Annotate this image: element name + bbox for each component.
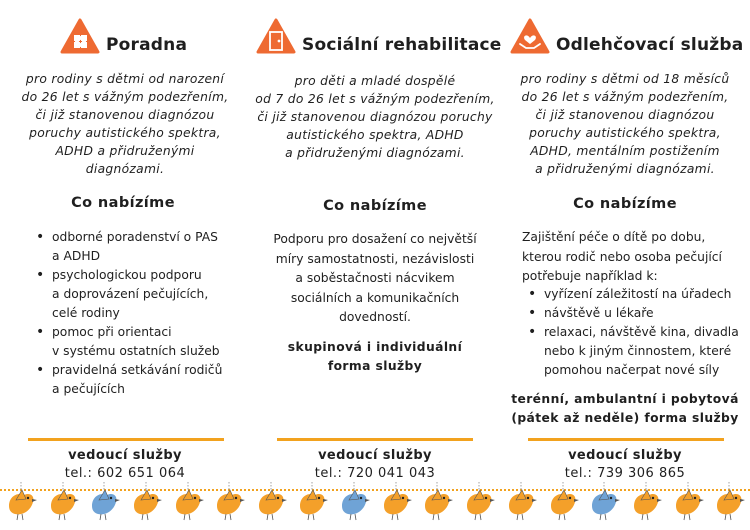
service-form (500, 390, 750, 428)
paragraph-line: míry samostatnosti, nezávislosti (275, 251, 475, 266)
service-title: Odlehčovací služba (556, 35, 744, 55)
bird-blue-icon (87, 480, 121, 524)
list-item-line: • pravidelná setkávání rodičů (52, 363, 223, 377)
description-line: diagnózami. (85, 162, 165, 176)
description-line: poruchy autistického spektra, (529, 126, 721, 140)
description-line: od 7 do 26 let s vážným podezřením, (255, 92, 495, 106)
list-item-line: a doprovázení pečujících, (52, 287, 209, 301)
target-group-description (250, 72, 500, 162)
lead-label: vedoucí služby (568, 448, 682, 463)
description-line: ADHD, mentálním postižením (530, 144, 720, 158)
target-group-description (0, 70, 250, 178)
service-form-line: forma služby (327, 359, 423, 373)
lead-label: vedoucí služby (68, 448, 182, 463)
offer-list (526, 285, 739, 380)
service-form-line: skupinová i individuální (287, 340, 463, 354)
list-item-line: pomohou načerpat nové síly (544, 363, 720, 377)
list-item-line: • psychologickou podporu (52, 268, 202, 282)
divider (277, 438, 473, 441)
description-line: autistického spektra, ADHD (286, 128, 464, 142)
bird-garland (0, 480, 750, 530)
paragraph-line: a soběstačnosti nácvikem (295, 271, 455, 285)
bird-orange-icon (712, 480, 746, 524)
bird-orange-icon (129, 480, 163, 524)
intro-line: potřebuje například k: (522, 269, 658, 283)
description-line: pro děti a mladé dospělé (294, 74, 456, 88)
list-item-line: • pomoc při orientaci (52, 325, 172, 339)
column-poradna (0, 0, 250, 481)
hands-heart-icon (510, 18, 550, 58)
offer-paragraph (250, 230, 500, 328)
bird-orange-icon (46, 480, 80, 524)
bird-orange-icon (629, 480, 663, 524)
bird-orange-icon (4, 480, 38, 524)
description-line: do 26 let s vážným podezřením, (521, 90, 729, 104)
header-socialni-rehabilitace (250, 14, 500, 54)
list-item-line: a ADHD (52, 249, 101, 263)
description-line: či již stanovenou diagnózou poruchy (257, 110, 493, 124)
list-item-line: • vyřízení záležitostí na úřadech (544, 287, 732, 301)
description-line: či již stanovenou diagnózou (535, 108, 715, 122)
description-line: či již stanovenou diagnózou (35, 108, 215, 122)
offer-intro (522, 228, 742, 287)
bird-orange-icon (379, 480, 413, 524)
description-line: pro rodiny s dětmi od 18 měsíců (520, 72, 730, 86)
header-poradna (0, 14, 250, 54)
description-line: poruchy autistického spektra, (29, 126, 221, 140)
bird-blue-icon (337, 480, 371, 524)
target-group-description (500, 70, 750, 178)
list-item-line: • návštěvě u lékaře (544, 306, 654, 320)
paragraph-line: Podporu pro dosažení co největší (273, 232, 477, 246)
phone-number[interactable]: tel.: 720 041 043 (314, 466, 436, 481)
list-item (34, 228, 222, 266)
phone-number[interactable]: tel.: 602 651 064 (64, 466, 186, 481)
list-item (526, 323, 739, 380)
description-line: do 26 let s vážným podezřením, (21, 90, 229, 104)
list-item-line: v systému ostatních služeb (52, 344, 220, 358)
offer-heading: Co nabízíme (323, 198, 427, 214)
offer-list (34, 228, 222, 399)
intro-line: Zajištění péče o dítě po dobu, (522, 230, 706, 244)
divider (528, 438, 724, 441)
bird-orange-icon (254, 480, 288, 524)
bird-orange-icon (671, 480, 705, 524)
bird-orange-icon (546, 480, 580, 524)
puzzle-icon (60, 18, 100, 58)
bird-orange-icon (420, 480, 454, 524)
list-item (34, 266, 222, 323)
description-line: a přidruženými diagnózami. (285, 146, 465, 160)
phone-number[interactable]: tel.: 739 306 865 (564, 466, 686, 481)
bird-blue-icon (587, 480, 621, 524)
header-odlehcovaci-sluzba (500, 14, 750, 54)
lead-label: vedoucí služby (318, 448, 432, 463)
list-item-line: • odborné poradenství o PAS (52, 230, 218, 244)
offer-heading: Co nabízíme (573, 196, 677, 212)
intro-line: kterou rodič nebo osoba pečující (522, 249, 722, 264)
service-title: Sociální rehabilitace (302, 35, 502, 55)
list-item (526, 304, 739, 323)
bird-orange-icon (462, 480, 496, 524)
paragraph-line: sociálních a komunikačních (290, 290, 460, 305)
list-item-line: • relaxaci, návštěvě kina, divadla (544, 325, 739, 339)
description-line: a přidruženými diagnózami. (535, 162, 715, 176)
list-item (34, 361, 222, 399)
list-item (34, 323, 222, 361)
service-title: Poradna (106, 35, 188, 55)
service-form-line: terénní, ambulantní i pobytová (511, 392, 739, 406)
bird-orange-icon (171, 480, 205, 524)
list-item (526, 285, 739, 304)
description-line: ADHD a přidruženými (55, 144, 195, 158)
divider (28, 438, 224, 441)
bird-orange-icon (295, 480, 329, 524)
offer-heading: Co nabízíme (71, 195, 175, 211)
bird-orange-icon (504, 480, 538, 524)
list-item-line: nebo k jiným činnostem, které (544, 344, 732, 358)
column-socialni-rehabilitace (250, 0, 502, 481)
column-odlehcovaci-sluzba (500, 0, 750, 481)
list-item-line: celé rodiny (52, 306, 120, 320)
description-line: pro rodiny s dětmi od narození (25, 72, 225, 86)
door-icon (256, 18, 296, 58)
bird-orange-icon (212, 480, 246, 524)
list-item-line: a pečujících (52, 382, 125, 396)
service-form (250, 338, 500, 376)
service-form-line: (pátek až neděle) forma služby (511, 411, 739, 425)
paragraph-line: dovedností. (339, 310, 411, 324)
